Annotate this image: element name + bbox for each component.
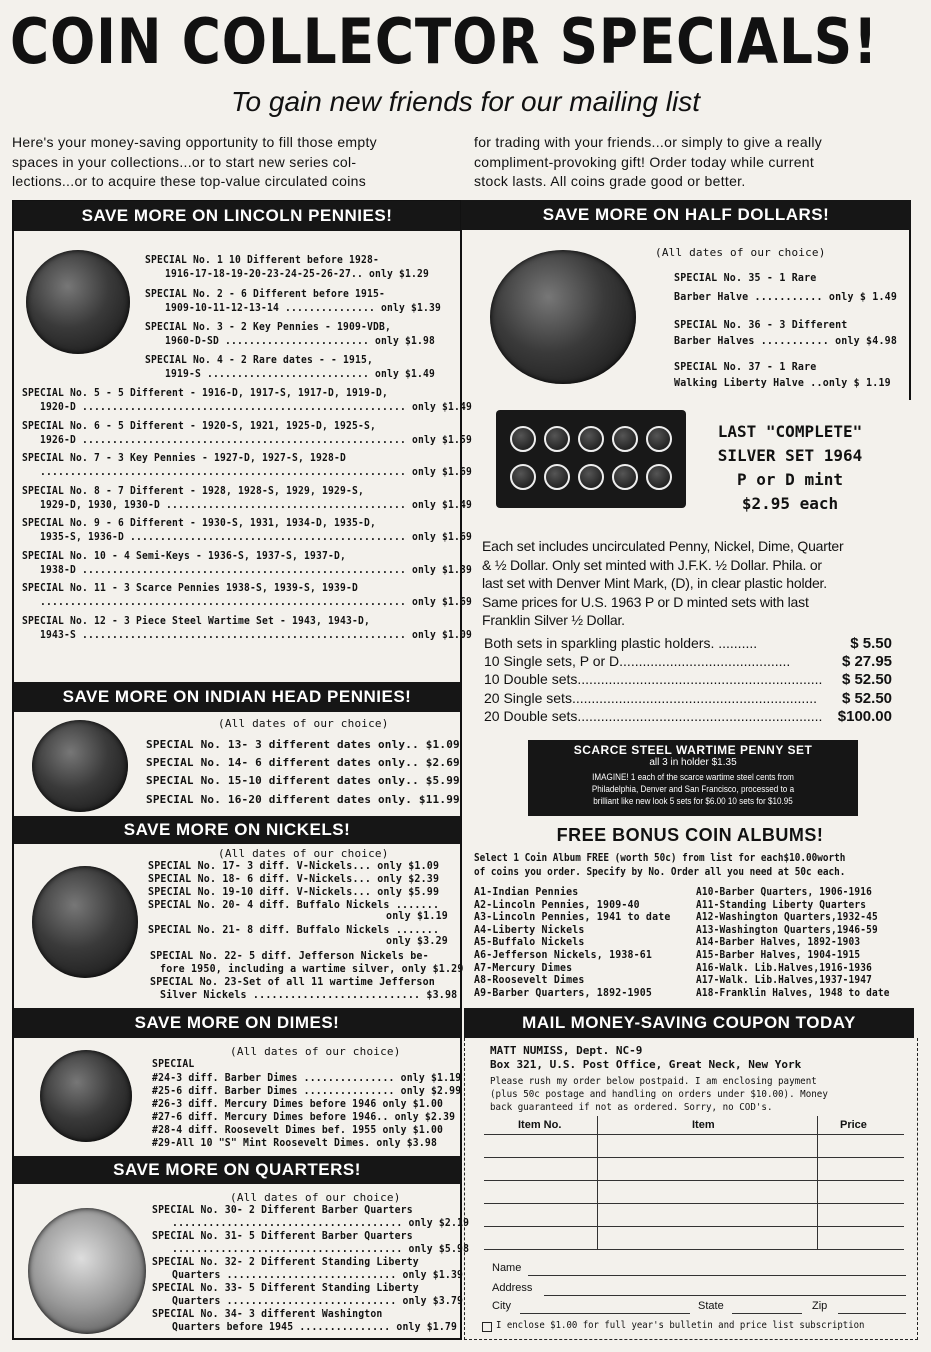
special-line: 1935-S, 1936-D .............................................. only $1.69 — [40, 531, 472, 543]
address-field[interactable] — [544, 1295, 906, 1296]
steel-line: Philadelphia, Denver and San Francisco, processed to a — [591, 784, 795, 794]
album-item: A12-Washington Quarters,1932-45 — [696, 910, 878, 924]
coupon-address-line: MATT NUMISS, Dept. NC-9 — [490, 1044, 643, 1057]
name-field[interactable] — [528, 1275, 906, 1276]
special-line: SPECIAL No. 3 - 2 Key Pennies - 1909-VDB, — [145, 321, 391, 333]
special-line: 1909-10-11-12-13-14 ............... only $1.39 — [165, 302, 441, 314]
special-line: SPECIAL No. 35 - 1 Rare — [674, 272, 817, 284]
silver-set-title — [690, 420, 890, 516]
special-line: Silver Nickels ........................... $3.98 — [160, 989, 458, 1001]
special-line: SPECIAL No. 1 10 Different before 1928- — [145, 254, 379, 266]
steel-line: IMAGINE! 1 each of the scarce wartime steel cents from — [592, 772, 794, 782]
silver-set-price: $2.95 each — [741, 494, 839, 513]
proof-coin-icon — [578, 426, 604, 452]
dime-image — [40, 1050, 132, 1142]
special-line: SPECIAL No. 15-10 different dates only.. $5.99 — [146, 774, 460, 787]
album-item: A17-Walk. Lib.Halves,1937-1947 — [696, 973, 873, 987]
special-line: Barber Halves ........... only $4.98 — [674, 335, 898, 347]
silver-set-title-line: SILVER SET 1964 — [717, 446, 863, 465]
special-line: ............................................................. only $1.69 — [40, 466, 472, 478]
coupon-body-line: Please rush my order below postpaid. I am enclosing payment — [490, 1076, 817, 1087]
subscription-text: I enclose $1.00 for full year's bulletin and price list subscription — [496, 1320, 865, 1331]
proof-coin-icon — [544, 464, 570, 490]
intro-line: spaces in your collections...or to start new series col- — [12, 153, 357, 170]
album-item: A10-Barber Quarters, 1906-1916 — [696, 885, 873, 898]
intro-line: lections...or to acquire these top-value circulated coins — [12, 173, 367, 189]
special-line: Walking Liberty Halve ..only $ 1.19 — [674, 377, 891, 389]
special-line: Quarters before 1945 ............... only $1.79 — [172, 1321, 458, 1333]
special-line: #28-4 diff. Roosevelt Dimes bef. 1955 only $1.00 — [152, 1124, 444, 1136]
special-line: SPECIAL No. 2 - 6 Different before 1915- — [145, 288, 386, 300]
albums-heading: FREE BONUS COIN ALBUMS! — [556, 825, 824, 845]
special-line: fore 1950, including a wartime silver, only $1.29 — [160, 963, 464, 975]
silver-set-description — [482, 537, 912, 630]
special-line: only $1.19 — [386, 910, 448, 922]
special-line: SPECIAL No. 36 - 3 Different — [674, 319, 848, 331]
special-line: SPECIAL No. 32- 2 Different Standing Liberty — [152, 1256, 419, 1268]
steel-line: brilliant like new look 5 sets for $6.00 10 sets for $10.95 — [593, 796, 793, 806]
special-line: 1938-D ...................................................... only $1.39 — [40, 563, 472, 576]
special-line: 1926-D ...................................................... only $1.59 — [40, 433, 472, 446]
special-line: only $3.29 — [386, 935, 448, 947]
zip-field[interactable] — [838, 1313, 906, 1314]
special-line: SPECIAL No. 31- 5 Different Barber Quarters — [152, 1230, 413, 1242]
coupon-body-line: (plus 50c postage and handling on orders under $10.00). Money — [490, 1089, 828, 1100]
half-dollar-image — [490, 250, 636, 384]
price-label: 20 Double sets............................................................... — [484, 707, 823, 724]
special-line: SPECIAL No. 17- 3 diff. V-Nickels... only $1.09 — [148, 860, 440, 872]
album-item: A5-Buffalo Nickels — [474, 935, 585, 949]
special-line: #24-3 diff. Barber Dimes ............... only $1.19 — [152, 1072, 462, 1084]
state-label: State — [698, 1300, 724, 1312]
quarter-image — [28, 1208, 146, 1334]
special-line: ...................................... only $5.98 — [172, 1243, 470, 1255]
price-value: $ 5.50 — [850, 635, 892, 652]
desc-line: Each set includes uncirculated Penny, Nickel, Dime, Quarter — [482, 538, 844, 554]
page-title: COIN COLLECTOR SPECIALS! — [10, 5, 879, 78]
proof-coin-icon — [612, 426, 638, 452]
album-item: A8-Roosevelt Dimes — [474, 973, 585, 987]
item-no-input[interactable] — [484, 1137, 597, 1247]
col-item-no: Item No. — [518, 1119, 562, 1131]
dimes-note: (All dates of our choice) — [230, 1045, 401, 1058]
special-line: SPECIAL No. 13- 3 different dates only.. $1.09 — [146, 738, 460, 751]
col-price: Price — [840, 1119, 867, 1131]
intro-line: for trading with your friends...or simply to give a really — [474, 134, 823, 150]
steel-set-sub: all 3 in holder $1.35 — [649, 757, 737, 768]
special-line: SPECIAL — [152, 1058, 195, 1070]
special-line: SPECIAL No. 34- 3 different Washington — [152, 1308, 383, 1320]
desc-line: & ½ Dollar. Only set minted with J.F.K. ½ Dollar. Phila. or — [482, 556, 822, 573]
price-value: $ 52.50 — [841, 689, 892, 707]
album-item: A9-Barber Quarters, 1892-1905 — [474, 985, 653, 999]
half-dollars-heading: SAVE MORE ON HALF DOLLARS! — [461, 200, 911, 230]
page-subtitle: To gain new friends for our mailing list — [231, 86, 700, 117]
special-line: 1929-D, 1930, 1930-D ........................................ only $1.49 — [40, 498, 472, 511]
albums-intro-line: Select 1 Coin Album FREE (worth 50c) from list for each$10.00worth — [474, 852, 846, 864]
silver-set-title-line: P or D mint — [737, 470, 843, 489]
special-line: #27-6 diff. Mercury Dimes before 1946.. only $2.39 — [152, 1111, 456, 1123]
special-line: SPECIAL No. 11 - 3 Scarce Pennies 1938-S, 1939-S, 1939-D — [22, 582, 359, 594]
special-line: #26-3 diff. Mercury Dimes before 1946 only $1.00 — [152, 1098, 444, 1110]
special-line: ...................................... only $2.19 — [172, 1217, 470, 1229]
steel-set-box — [528, 740, 858, 816]
special-line: Barber Halve ........... only $ 1.49 — [674, 291, 898, 303]
nickel-image — [32, 866, 138, 978]
album-item: A3-Lincoln Pennies, 1941 to date — [474, 910, 671, 924]
proof-coin-icon — [612, 464, 638, 490]
special-line: SPECIAL No. 12 - 3 Piece Steel Wartime Set - 1943, 1943-D, — [22, 614, 370, 627]
album-item: A14-Barber Halves, 1892-1903 — [696, 935, 861, 949]
nickels-heading: SAVE MORE ON NICKELS! — [14, 816, 460, 844]
special-line: SPECIAL No. 30- 2 Different Barber Quarters — [152, 1204, 413, 1216]
special-line: SPECIAL No. 20- 4 diff. Buffalo Nickels ....... — [148, 899, 440, 911]
intro-right — [474, 133, 919, 192]
proof-coin-icon — [544, 426, 570, 452]
quarters-heading: SAVE MORE ON QUARTERS! — [14, 1156, 460, 1184]
nickels-note: (All dates of our choice) — [218, 847, 389, 860]
desc-line: Same prices for U.S. 1963 P or D minted sets with last — [482, 593, 809, 610]
special-line: SPECIAL No. 7 - 3 Key Pennies - 1927-D, 1927-S, 1928-D — [22, 452, 346, 464]
albums-intro — [474, 851, 866, 879]
special-line: SPECIAL No. 19-10 diff. V-Nickels... only $5.99 — [148, 886, 440, 898]
special-line: SPECIAL No. 16-20 different dates only. $11.99 — [146, 793, 460, 806]
special-line: SPECIAL No. 14- 6 different dates only.. $2.69 — [146, 756, 460, 769]
proof-coin-icon — [646, 426, 672, 452]
album-item: A4-Liberty Nickels — [474, 922, 585, 936]
name-label: Name — [492, 1262, 522, 1274]
special-line: SPECIAL No. 9 - 6 Different - 1930-S, 1931, 1934-D, 1935-D, — [22, 517, 376, 529]
special-line: SPECIAL No. 33- 5 Different Standing Liberty — [152, 1282, 419, 1294]
price-label: 10 Single sets, P or D............................................ — [484, 653, 791, 670]
subscription-checkbox[interactable] — [482, 1322, 492, 1332]
desc-line: last set with Denver Mint Mark, (D), in clear plastic holder. — [482, 575, 827, 591]
col-item: Item — [692, 1119, 715, 1131]
special-line: SPECIAL No. 21- 8 diff. Buffalo Nickels ....... — [148, 924, 440, 936]
price-value: $ 52.50 — [841, 671, 892, 689]
indian-note: (All dates of our choice) — [218, 717, 389, 730]
proof-coin-icon — [578, 464, 604, 490]
album-item: A16-Walk. Lib.Halves,1916-1936 — [696, 960, 873, 974]
coupon-body-line: back guaranteed if not as ordered. Sorry, no COD's. — [490, 1102, 773, 1113]
special-line: 1916-17-18-19-20-23-24-25-26-27.. only $1.29 — [165, 268, 429, 280]
coupon-heading: MAIL MONEY-SAVING COUPON TODAY — [464, 1008, 914, 1038]
special-line: 1919-S ........................... only $1.49 — [165, 368, 436, 380]
half-dollars-border — [909, 230, 911, 400]
dimes-heading: SAVE MORE ON DIMES! — [14, 1008, 460, 1038]
steel-set-body — [545, 771, 842, 807]
quarters-note: (All dates of our choice) — [230, 1191, 401, 1204]
album-item: A15-Barber Halves, 1904-1915 — [696, 948, 861, 961]
album-item: A13-Washington Quarters,1946-59 — [696, 922, 878, 936]
state-field[interactable] — [732, 1313, 802, 1314]
desc-line: Franklin Silver ½ Dollar. — [482, 612, 625, 628]
price-value: $ 27.95 — [841, 653, 892, 671]
half-dollars-note: (All dates of our choice) — [655, 246, 826, 259]
album-item: A6-Jefferson Nickels, 1938-61 — [474, 948, 653, 961]
intro-left — [12, 133, 457, 192]
special-line: SPECIAL No. 23-Set of all 11 wartime Jefferson — [150, 976, 435, 988]
special-line: SPECIAL No. 18- 6 diff. V-Nickels... only $2.39 — [148, 873, 440, 885]
album-item: A11-Standing Liberty Quarters — [696, 897, 867, 911]
proof-coin-icon — [510, 464, 536, 490]
special-line: SPECIAL No. 37 - 1 Rare — [674, 361, 817, 373]
album-item: A18-Franklin Halves, 1948 to date — [696, 985, 890, 999]
price-label: 10 Double sets............................................................... — [484, 671, 823, 688]
special-line: 1943-S ...................................................... only $1.09 — [40, 628, 472, 641]
special-line: SPECIAL No. 6 - 5 Different - 1920-S, 1921, 1925-D, 1925-S, — [22, 419, 376, 432]
special-line: SPECIAL No. 4 - 2 Rare dates - - 1915, — [145, 354, 374, 366]
price-label: Both sets in sparkling plastic holders. .......... — [484, 635, 758, 651]
price-value: $100.00 — [837, 707, 892, 725]
intro-line: Here's your money-saving opportunity to fill those empty — [12, 134, 377, 150]
special-line: 1960-D-SD ........................ only $1.98 — [165, 335, 436, 347]
address-label: Address — [492, 1282, 533, 1294]
coupon-body — [490, 1075, 828, 1114]
special-line: SPECIAL No. 22- 5 diff. Jefferson Nickels be- — [150, 950, 429, 962]
special-line: ............................................................. only $1.69 — [40, 596, 472, 608]
lincoln-heading: SAVE MORE ON LINCOLN PENNIES! — [14, 201, 460, 231]
city-field[interactable] — [520, 1313, 690, 1314]
indian-heading: SAVE MORE ON INDIAN HEAD PENNIES! — [14, 682, 460, 712]
silver-set-title-line: LAST "COMPLETE" — [717, 422, 863, 441]
coupon-address-line: Box 321, U.S. Post Office, Great Neck, New York — [490, 1058, 802, 1071]
special-line: Quarters ............................ only $3.79 — [172, 1295, 464, 1307]
special-line: 1920-D ...................................................... only $1.49 — [40, 401, 472, 413]
special-line: #25-6 diff. Barber Dimes ............... only $2.99 — [152, 1085, 462, 1097]
special-line: SPECIAL No. 5 - 5 Different - 1916-D, 1917-S, 1917-D, 1919-D, — [22, 387, 389, 399]
proof-coin-icon — [510, 426, 536, 452]
price-label: 20 Single sets............................................................... — [484, 689, 817, 706]
steel-set-title: SCARCE STEEL WARTIME PENNY SET — [573, 743, 813, 757]
album-item: A7-Mercury Dimes — [474, 960, 573, 974]
city-label: City — [492, 1300, 511, 1312]
indian-penny-image — [32, 720, 128, 812]
intro-line: stock lasts. All coins grade good or better. — [474, 173, 746, 189]
album-item: A1-Indian Pennies — [474, 885, 579, 898]
coupon-address — [490, 1044, 801, 1072]
zip-label: Zip — [812, 1300, 828, 1312]
special-line: SPECIAL No. 10 - 4 Semi-Keys - 1936-S, 1937-S, 1937-D, — [22, 549, 346, 562]
special-line: #29-All 10 "S" Mint Roosevelt Dimes. only $3.98 — [152, 1137, 438, 1149]
album-item: A2-Lincoln Pennies, 1909-40 — [474, 897, 640, 911]
price-input[interactable] — [818, 1137, 904, 1247]
special-line: SPECIAL No. 8 - 7 Different - 1928, 1928-S, 1929, 1929-S, — [22, 484, 364, 497]
intro-line: compliment-provoking gift! Order today while current — [474, 153, 815, 170]
item-input[interactable] — [598, 1137, 817, 1247]
special-line: Quarters ............................ only $1.39 — [172, 1269, 464, 1281]
albums-intro-line: of coins you order. Specify by No. Order all you need at 50c each. — [474, 866, 846, 878]
lincoln-penny-image — [26, 250, 130, 354]
proof-coin-icon — [646, 464, 672, 490]
proof-set-holder-image — [496, 410, 686, 508]
